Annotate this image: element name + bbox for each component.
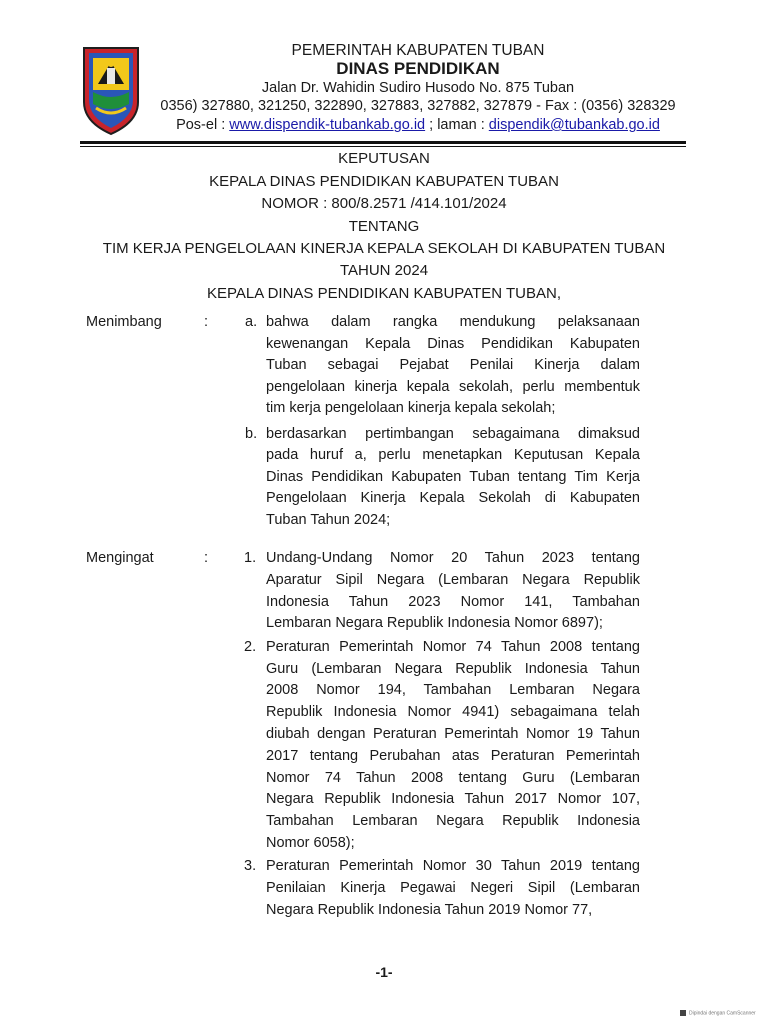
mengingat-item-line: Indonesia Tahun 2023 Nomor 141, Tambahan	[266, 593, 640, 610]
mengingat-item-line: Lembaran Negara Republik Indonesia Nomor 6897);	[266, 615, 603, 632]
camscanner-icon	[680, 1010, 686, 1016]
mengingat-item-line: Peraturan Pemerintah Nomor 74 Tahun 2008 tentang	[266, 638, 640, 655]
menimbang-item-line: Tuban Tahun 2024;	[266, 511, 391, 528]
letterhead-phone-fax: 0356) 327880, 321250, 322890, 327883, 327882, 327879 - Fax : (0356) 328329	[160, 98, 676, 114]
page-number: -1-	[375, 964, 393, 980]
mengingat-item-line: Tambahan Lembaran Negara Republik Indonesia	[266, 813, 640, 830]
decree-heading: KEPUTUSAN	[338, 150, 430, 167]
laman-label: ; laman :	[425, 117, 489, 133]
menimbang-item-line: tim kerja pengelolaan kinerja kepala sekolah;	[266, 400, 556, 416]
menimbang-item-line: Tuban sebagai Pejabat Penilai Kinerja dalam	[266, 357, 640, 373]
mengingat-item-line: Negara Republik Indonesia Tahun 2017 Nomor 107,	[266, 791, 640, 808]
mengingat-item-line: 2008 Nomor 194, Tambahan Lembaran Negara	[266, 682, 640, 699]
menimbang-item-marker: a.	[245, 314, 258, 330]
menimbang-item-line: berdasarkan pertimbangan sebagaimana dimaksud	[266, 425, 640, 442]
menimbang-item-line: kewenangan Kepala Dinas Pendidikan Kabupaten	[266, 335, 640, 352]
mengingat-item-marker: 3.	[244, 858, 257, 875]
mengingat-item-line: Undang-Undang Nomor 20 Tahun 2023 tentang	[266, 550, 640, 566]
decree-official: KEPALA DINAS PENDIDIKAN KABUPATEN TUBAN,	[207, 285, 561, 302]
mengingat-item-line: Aparatur Sipil Negara (Lembaran Negara Republik	[266, 571, 640, 588]
decree-number: NOMOR : 800/8.2571 /414.101/2024	[261, 195, 507, 212]
mengingat-item-line: diubah dengan Peraturan Pemerintah Nomor 19 Tahun	[266, 725, 640, 742]
menimbang-item-line: pengelolaan kinerja kepala sekolah, perlu membentuk	[266, 378, 640, 395]
menimbang-item-line: pada huruf a, perlu menetapkan Keputusan Kepala	[266, 447, 640, 463]
letterhead-address: Jalan Dr. Wahidin Sudiro Husodo No. 875 Tuban	[261, 80, 575, 96]
mengingat-item-marker: 2.	[244, 638, 257, 655]
menimbang-item-line: Dinas Pendidikan Kabupaten Tuban tentang Tim Kerja	[266, 468, 640, 485]
mengingat-item-line: Negara Republik Indonesia Tahun 2019 Nomor 77,	[266, 901, 593, 918]
tuban-regency-emblem	[80, 44, 142, 136]
mengingat-item-marker: 1.	[244, 550, 257, 566]
mengingat-item-line: Nomor 74 Tahun 2008 tentang Guru (Lembaran	[266, 769, 640, 786]
letterhead-rule-thick	[80, 141, 686, 144]
menimbang-item-marker: b.	[245, 425, 258, 442]
mengingat-colon: :	[204, 550, 209, 566]
menimbang-item-line: bahwa dalam rangka mendukung pelaksanaan	[266, 314, 640, 330]
mengingat-item-line: Penilaian Kinerja Pegawai Negeri Sipil (Lembaran	[266, 880, 640, 896]
mengingat-item-line: Republik Indonesia Nomor 4941) sebagaimana telah	[266, 704, 640, 721]
decree-issuer: KEPALA DINAS PENDIDIKAN KABUPATEN TUBAN	[209, 173, 559, 190]
menimbang-colon: :	[204, 314, 209, 330]
posel-label: Pos-el :	[176, 117, 230, 133]
tentang-heading: TENTANG	[348, 218, 420, 235]
mengingat-item-line: Guru (Lembaran Negara Republik Indonesia Tahun	[266, 660, 640, 677]
scanner-watermark-text: Dipindai dengan CamScanner	[689, 1010, 756, 1017]
menimbang-item-line: Pengelolaan Kinerja Kepala Sekolah di Kabupaten	[266, 490, 640, 506]
website-link[interactable]: www.dispendik-tubankab.go.id	[229, 117, 426, 133]
decree-subject-year: TAHUN 2024	[339, 262, 429, 279]
letterhead-government: PEMERINTAH KABUPATEN TUBAN	[291, 42, 545, 59]
letterhead-rule-thin	[80, 146, 686, 147]
mengingat-item-line: Peraturan Pemerintah Nomor 30 Tahun 2019 tentang	[266, 858, 640, 875]
decree-subject: TIM KERJA PENGELOLAAN KINERJA KEPALA SEKOLAH DI KABUPATEN TUBAN	[102, 240, 666, 257]
email-link[interactable]: dispendik@tubankab.go.id	[488, 117, 660, 133]
scanner-watermark	[680, 1010, 756, 1016]
mengingat-item-line: Nomor 6058);	[266, 834, 355, 851]
mengingat-item-line: 2017 tentang Perubahan atas Peraturan Pemerintah	[266, 747, 640, 764]
mengingat-label: Mengingat	[86, 550, 154, 566]
letterhead-contacts	[140, 117, 696, 133]
letterhead-agency: DINAS PENDIDIKAN	[336, 59, 500, 78]
menimbang-label: Menimbang	[86, 314, 162, 330]
